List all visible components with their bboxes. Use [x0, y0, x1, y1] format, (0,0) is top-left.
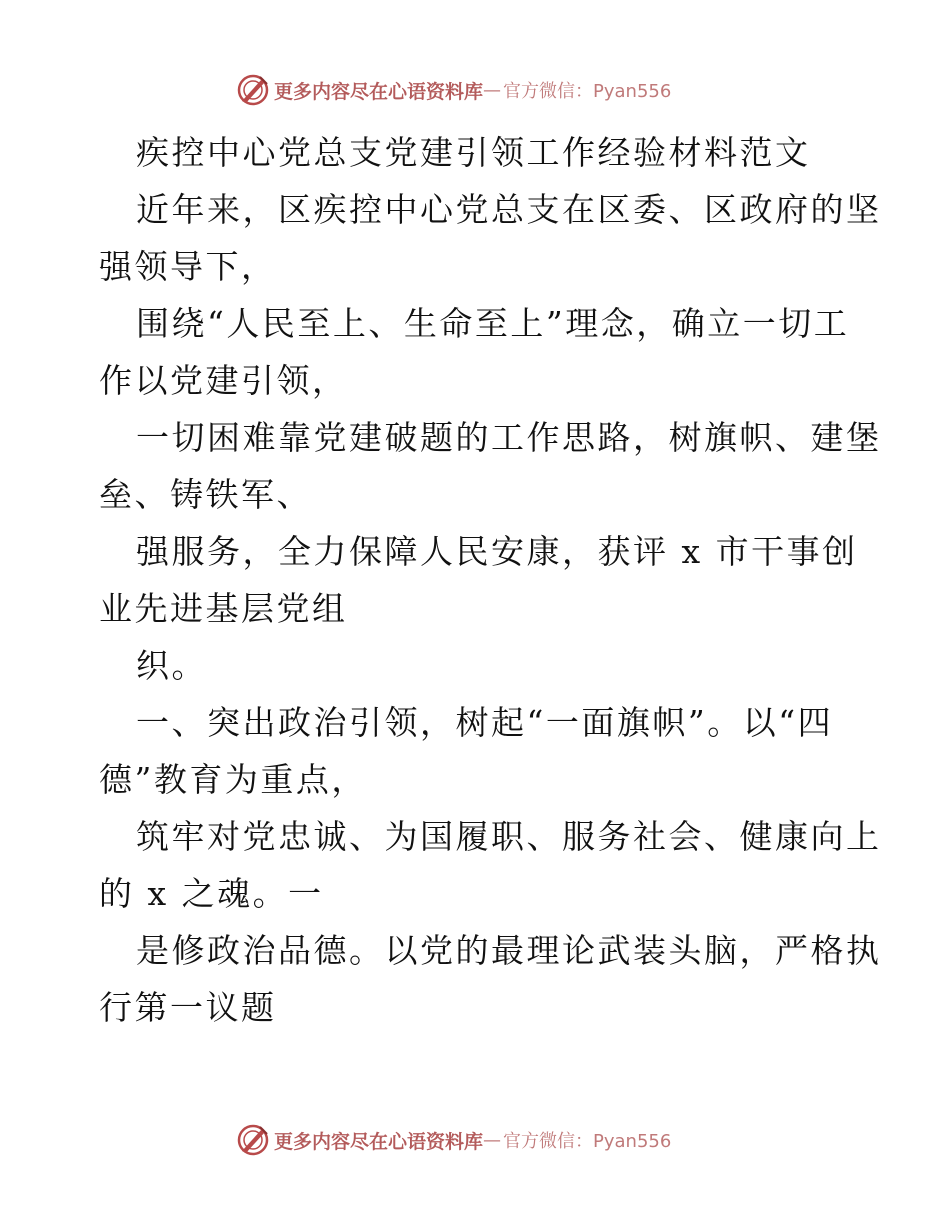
- paragraph-line: 强领导下，: [99, 247, 277, 286]
- watermark-dash: —: [483, 1129, 502, 1151]
- paragraph-line: 是修政治品德。以党的最理论武装头脑，严格执: [136, 931, 882, 970]
- red-quill-seal-icon: [236, 73, 270, 107]
- watermark-site-name: 更多内容尽在心语资料库: [274, 80, 484, 103]
- document-body: [99, 124, 882, 1036]
- paragraph-line: 强服务，全力保障人民安康，获评 x 市干事创: [136, 532, 858, 571]
- paragraph-line: 筑牢对党忠诚、为国履职、服务社会、健康向上: [136, 817, 882, 856]
- watermark-dash: —: [483, 79, 502, 101]
- paragraph-line: 一切困难靠党建破题的工作思路，树旗帜、建堡: [136, 418, 882, 457]
- document-title: 疾控中心党总支党建引领工作经验材料范文: [136, 133, 811, 172]
- paragraph-line: 垒、铸铁军、: [99, 475, 312, 514]
- section-heading-line: 一、突出政治引领，树起“一面旗帜”。以“四: [136, 703, 834, 742]
- paragraph-line: 围绕“人民至上、生命至上”理念，确立一切工: [136, 304, 850, 343]
- paragraph-line: 的 x 之魂。一: [99, 874, 324, 913]
- watermark-site-name: 更多内容尽在心语资料库: [274, 1130, 484, 1153]
- paragraph-line: 行第一议题: [99, 988, 277, 1027]
- header-watermark: [236, 72, 671, 108]
- watermark-wechat: 官方微信：Pyan556: [503, 1131, 672, 1152]
- paragraph-line: 业先进基层党组: [99, 589, 348, 628]
- watermark-wechat: 官方微信：Pyan556: [503, 81, 672, 102]
- paragraph-line: 作以党建引领，: [99, 361, 348, 400]
- paragraph-line: 近年来，区疾控中心党总支在区委、区政府的坚: [136, 190, 882, 229]
- red-quill-seal-icon: [236, 1123, 270, 1157]
- paragraph-line: 织。: [136, 646, 207, 685]
- footer-watermark: [236, 1122, 671, 1158]
- paragraph-line: 德”教育为重点，: [99, 760, 367, 799]
